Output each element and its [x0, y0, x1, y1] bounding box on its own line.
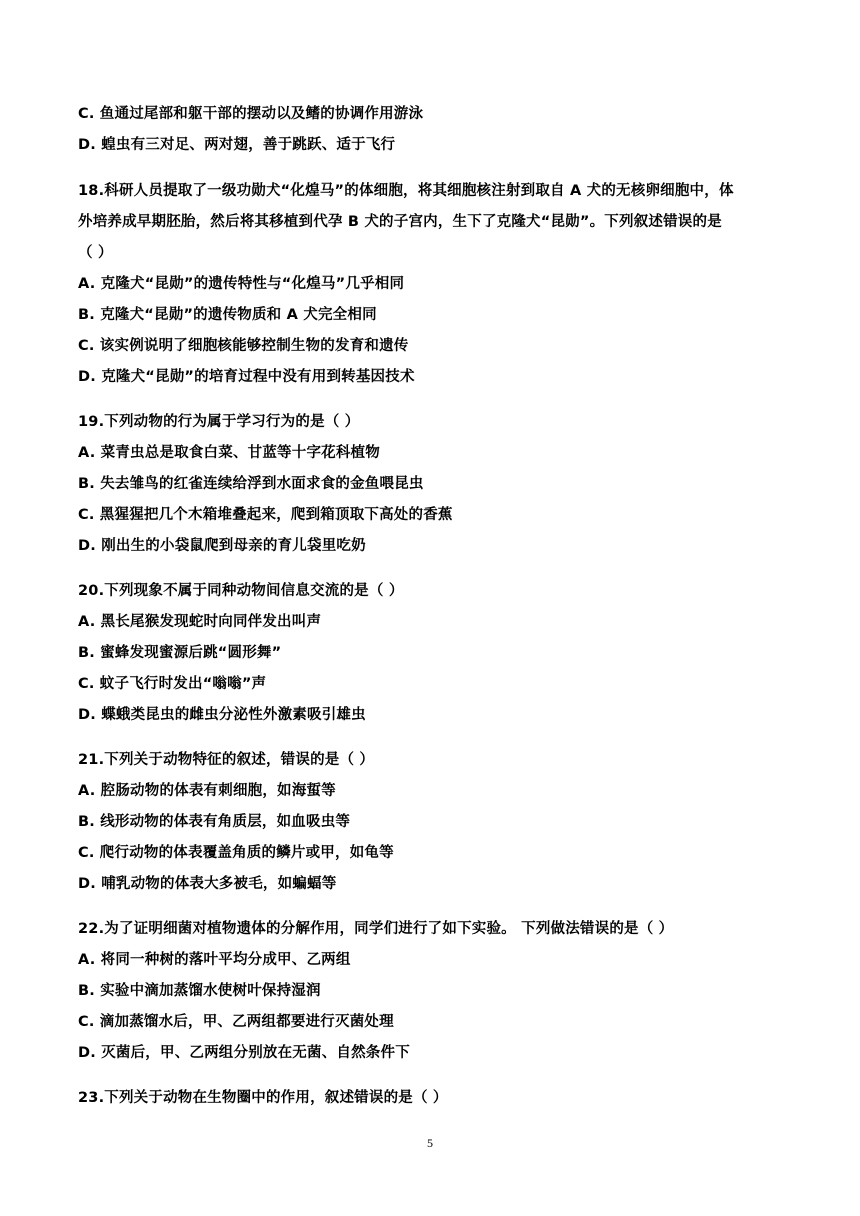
q19-option-c: C. 黑猩猩把几个木箱堆叠起来，爬到箱顶取下高处的香蕉	[78, 507, 453, 523]
q17-option-d: D. 蝗虫有三对足、两对翅，善于跳跃、适于飞行	[78, 137, 396, 153]
q22-option-c: C. 滴加蒸馏水后，甲、乙两组都要进行灭菌处理	[78, 1014, 394, 1030]
page-number: 5	[427, 1136, 433, 1150]
q20-option-b: B. 蜜蜂发现蜜源后跳“圆形舞”	[78, 645, 282, 661]
q19-option-a: A. 菜青虫总是取食白菜、甘蓝等十字花科植物	[78, 445, 380, 461]
q21-option-a: A. 腔肠动物的体表有刺细胞，如海蜇等	[78, 783, 336, 799]
q22-stem: 22.为了证明细菌对植物遗体的分解作用，同学们进行了如下实验。 下列做法错误的是（ ）	[78, 921, 674, 937]
q18-stem-line-3: （ ）	[78, 245, 113, 261]
q20-option-a: A. 黑长尾猴发现蛇时向同伴发出叫声	[78, 614, 322, 630]
q18-stem-line-1: 18.科研人员提取了一级功勋犬“化煌马”的体细胞，将其细胞核注射到取自 A 犬的无核卵细胞中，体	[78, 183, 734, 199]
q21-option-c: C. 爬行动物的体表覆盖角质的鳞片或甲，如龟等	[78, 845, 394, 861]
q18-stem-line-2: 外培养成早期胚胎，然后将其移植到代孕 B 犬的子宫内，生下了克隆犬“昆勋”。下列叙述错误的是	[78, 214, 722, 230]
q21-stem: 21.下列关于动物特征的叙述，错误的是（ ）	[78, 752, 375, 768]
q18-option-d: D. 克隆犬“昆勋”的培育过程中没有用到转基因技术	[78, 369, 415, 385]
q23-stem: 23.下列关于动物在生物圈中的作用，叙述错误的是（ ）	[78, 1090, 448, 1106]
q20-stem: 20.下列现象不属于同种动物间信息交流的是（ ）	[78, 583, 404, 599]
q19-option-b: B. 失去雏鸟的红雀连续给浮到水面求食的金鱼喂昆虫	[78, 476, 424, 492]
q17-option-c: C. 鱼通过尾部和躯干部的摆动以及鳍的协调作用游泳	[78, 106, 424, 122]
q22-option-b: B. 实验中滴加蒸馏水使树叶保持湿润	[78, 983, 321, 999]
q18-option-b: B. 克隆犬“昆勋”的遗传物质和 A 犬完全相同	[78, 307, 377, 323]
q21-option-d: D. 哺乳动物的体表大多被毛，如蝙蝠等	[78, 876, 337, 892]
q22-option-d: D. 灭菌后，甲、乙两组分别放在无菌、自然条件下	[78, 1045, 410, 1061]
q20-option-c: C. 蚊子飞行时发出“嗡嗡”声	[78, 676, 267, 692]
q22-option-a: A. 将同一种树的落叶平均分成甲、乙两组	[78, 952, 351, 968]
q20-option-d: D. 蝶蛾类昆虫的雌虫分泌性外激素吸引雄虫	[78, 707, 366, 723]
q19-option-d: D. 刚出生的小袋鼠爬到母亲的育儿袋里吃奶	[78, 538, 366, 554]
q21-option-b: B. 线形动物的体表有角质层，如血吸虫等	[78, 814, 351, 830]
q18-option-c: C. 该实例说明了细胞核能够控制生物的发育和遗传	[78, 338, 409, 354]
q19-stem: 19.下列动物的行为属于学习行为的是（ ）	[78, 414, 360, 430]
q18-option-a: A. 克隆犬“昆勋”的遗传特性与“化煌马”几乎相同	[78, 276, 405, 292]
